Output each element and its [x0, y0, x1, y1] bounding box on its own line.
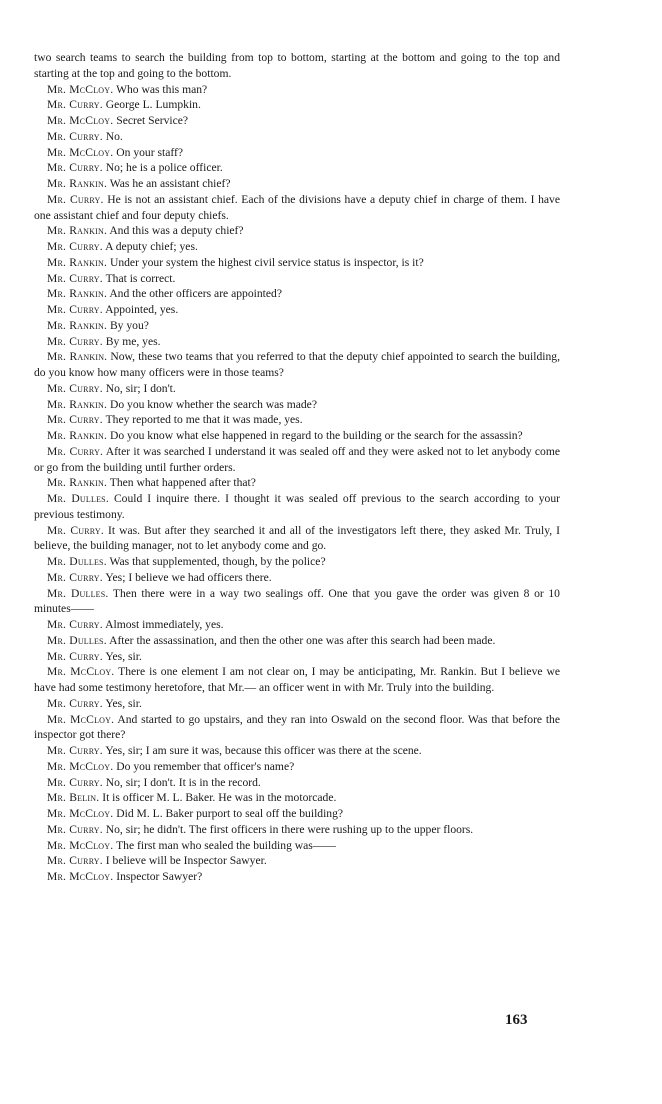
transcript-paragraph — [34, 822, 560, 838]
testimony-text: I believe will be Inspector Sawyer. — [105, 854, 267, 868]
transcript-paragraph — [34, 223, 560, 239]
transcript-paragraph — [34, 145, 560, 161]
testimony-text: No, sir; I don't. It is in the record. — [105, 775, 261, 789]
testimony-text: No, sir; I don't. — [105, 381, 176, 395]
testimony-text: He is not an assistant chief. Each of the divisions have a deputy chief in charge of them. I have one assistant chief and four deputy chiefs. — [34, 192, 561, 222]
page-number: 163 — [505, 1012, 528, 1028]
transcript-paragraph — [34, 617, 560, 633]
speaker-name: Mr. Rankin. — [47, 287, 108, 301]
speaker-name: Mr. McCloy. — [47, 114, 114, 127]
transcript-paragraph — [34, 192, 560, 224]
transcript-paragraph — [34, 318, 560, 334]
testimony-text: Could I inquire there. I thought it was sealed off previous to the search according to your previous testimony. — [34, 492, 560, 521]
speaker-name: Mr. Curry. — [47, 523, 104, 537]
speaker-name: Mr. Curry. — [47, 161, 103, 175]
transcript-paragraph — [34, 853, 560, 869]
testimony-text: Appointed, yes. — [105, 303, 179, 316]
transcript-paragraph — [34, 712, 560, 744]
testimony-text: And the other officers are appointed? — [109, 287, 282, 301]
speaker-name: Mr. Dulles. — [47, 586, 109, 600]
testimony-text: Do you remember that officer's name? — [116, 759, 295, 773]
speaker-name: Mr. Rankin. — [47, 476, 108, 490]
speaker-name: Mr. Curry. — [47, 381, 103, 395]
transcript-paragraph — [34, 160, 560, 176]
transcript-paragraph — [34, 412, 560, 428]
testimony-text: That is correct. — [105, 271, 176, 285]
testimony-text: two search teams to search the building from top to bottom, starting at the bottom and going to the top and starting at the top and going to the bottom. — [34, 51, 560, 80]
transcript-paragraph — [34, 696, 560, 712]
transcript-paragraph — [34, 255, 560, 271]
testimony-text: There is one element I am not clear on, I may be anticipating, Mr. Rankin. But I believe we have had some testimony heretofore, that Mr.— an officer went in with Mr. Truly into the building. — [34, 665, 560, 694]
transcript-paragraph — [34, 82, 560, 98]
testimony-text: Yes; I believe we had officers there. — [105, 570, 272, 584]
testimony-text: Yes, sir; I am sure it was, because this officer was there at the scene. — [105, 744, 422, 757]
speaker-name: Mr. Curry. — [47, 570, 103, 584]
speaker-name: Mr. Rankin. — [47, 429, 108, 442]
testimony-text: Did M. L. Baker purport to seal off the building? — [116, 807, 344, 820]
transcript-paragraph — [34, 775, 560, 791]
transcript-paragraph — [34, 586, 560, 618]
transcript-paragraph — [34, 664, 560, 696]
transcript-paragraph — [34, 428, 560, 444]
speaker-name: Mr. McCloy. — [47, 759, 114, 773]
testimony-text: George L. Lumpkin. — [105, 98, 201, 112]
speaker-name: Mr. Curry. — [47, 240, 103, 253]
testimony-text: No, sir; he didn't. The first officers in there were rushing up to the upper floors. — [105, 822, 474, 836]
testimony-text: Now, these two teams that you referred to that the deputy chief appointed to search the building, do you know how many officers were in those teams? — [34, 350, 560, 379]
testimony-text: Do you know whether the search was made? — [109, 397, 317, 411]
transcript-paragraph — [34, 790, 560, 806]
testimony-text: No; he is a police officer. — [105, 161, 223, 175]
testimony-text: Yes, sir. — [105, 649, 142, 663]
transcript-paragraph — [34, 869, 560, 885]
speaker-name: Mr. McCloy. — [47, 838, 114, 852]
transcript-paragraph — [34, 113, 560, 129]
transcript-paragraph — [34, 302, 560, 318]
speaker-name: Mr. Rankin. — [47, 177, 108, 190]
testimony-text: Then what happened after that? — [109, 476, 256, 490]
transcript-paragraph — [34, 239, 560, 255]
transcript-paragraph — [34, 97, 560, 113]
transcript-paragraph — [34, 129, 560, 145]
testimony-text: It is officer M. L. Baker. He was in the motorcade. — [102, 791, 337, 805]
speaker-name: Mr. Curry. — [47, 271, 103, 285]
speaker-name: Mr. Curry. — [47, 744, 103, 757]
speaker-name: Mr. McCloy. — [47, 82, 114, 96]
speaker-name: Mr. Curry. — [47, 775, 103, 789]
testimony-text: On your staff? — [116, 145, 184, 159]
transcript-paragraph — [34, 271, 560, 287]
speaker-name: Mr. Curry. — [47, 444, 104, 458]
speaker-name: Mr. McCloy. — [47, 870, 114, 883]
testimony-text: No. — [105, 129, 123, 143]
testimony-text: Under your system the highest civil service status is inspector, is it? — [109, 255, 424, 269]
speaker-name: Mr. Rankin. — [47, 350, 108, 364]
transcript-paragraph — [34, 349, 560, 381]
speaker-name: Mr. McCloy. — [47, 712, 115, 726]
speaker-name: Mr. Curry. — [47, 303, 103, 316]
speaker-name: Mr. Dulles. — [47, 633, 107, 647]
transcript-paragraph — [34, 743, 560, 759]
testimony-text: A deputy chief; yes. — [105, 240, 198, 253]
transcript-paragraph — [34, 397, 560, 413]
speaker-name: Mr. Rankin. — [47, 318, 108, 332]
testimony-text: Almost immediately, yes. — [105, 618, 224, 631]
testimony-text: Inspector Sawyer? — [116, 870, 203, 883]
speaker-name: Mr. Curry. — [47, 98, 103, 112]
speaker-name: Mr. Curry. — [47, 854, 103, 868]
testimony-text: The first man who sealed the building was—— — [116, 838, 336, 852]
testimony-text: By you? — [109, 318, 149, 332]
transcript-paragraph — [34, 759, 560, 775]
transcript-paragraph — [34, 838, 560, 854]
transcript-paragraph — [34, 381, 560, 397]
speaker-name: Mr. Curry. — [47, 822, 103, 836]
speaker-name: Mr. Rankin. — [47, 255, 108, 269]
testimony-text: Then there were in a way two sealings off. One that you gave the order was given 8 or 10 minutes—— — [34, 586, 560, 616]
testimony-text: Who was this man? — [116, 82, 208, 96]
testimony-text: It was. But after they searched it and all of the investigators left there, they asked Mr. Truly, I believe, the building manager, not to let anybody come and go. — [34, 523, 561, 553]
testimony-text: After the assassination, and then the other one was after this search had been made. — [109, 633, 496, 647]
transcript-paragraph — [34, 444, 560, 476]
speaker-name: Mr. Curry. — [47, 334, 103, 348]
transcript-paragraph — [34, 286, 560, 302]
testimony-text: Do you know what else happened in regard to the building or the search for the assassin? — [109, 429, 523, 442]
speaker-name: Mr. Rankin. — [47, 397, 108, 411]
testimony-text: Secret Service? — [116, 114, 189, 127]
transcript-paragraph — [34, 806, 560, 822]
transcript-paragraph — [34, 649, 560, 665]
transcript-paragraph — [34, 491, 560, 523]
transcript-paragraph — [34, 633, 560, 649]
speaker-name: Mr. Curry. — [47, 618, 103, 631]
speaker-name: Mr. Curry. — [47, 649, 103, 663]
testimony-text: They reported to me that it was made, yes. — [105, 413, 303, 427]
speaker-name: Mr. McCloy. — [47, 145, 114, 159]
speaker-name: Mr. McCloy. — [47, 665, 115, 679]
testimony-text: After it was searched I understand it was sealed off and they were asked not to let anybody come or go from the building until further orders. — [34, 444, 561, 474]
transcript-paragraph — [34, 176, 560, 192]
transcript-paragraph — [34, 475, 560, 491]
testimony-text: Was he an assistant chief? — [109, 177, 231, 190]
testimony-text: Yes, sir. — [105, 696, 142, 710]
transcript-paragraph — [34, 334, 560, 350]
speaker-name: Mr. Dulles. — [47, 492, 109, 505]
transcript-paragraph — [34, 50, 560, 82]
speaker-name: Mr. Curry. — [47, 413, 103, 427]
speaker-name: Mr. Curry. — [47, 129, 103, 143]
speaker-name: Mr. Rankin. — [47, 224, 108, 238]
transcript-paragraph — [34, 523, 560, 555]
testimony-text: By me, yes. — [105, 334, 161, 348]
transcript-body — [34, 50, 560, 885]
speaker-name: Mr. Curry. — [47, 192, 104, 206]
testimony-text: And this was a deputy chief? — [109, 224, 244, 238]
speaker-name: Mr. Curry. — [47, 696, 103, 710]
speaker-name: Mr. Dulles. — [47, 555, 107, 568]
transcript-paragraph — [34, 570, 560, 586]
testimony-text: Was that supplemented, though, by the police? — [109, 555, 326, 568]
speaker-name: Mr. McCloy. — [47, 807, 114, 820]
testimony-text: And started to go upstairs, and they ran into Oswald on the second floor. Was that before the inspector got there? — [34, 712, 560, 742]
speaker-name: Mr. Belin. — [47, 791, 100, 805]
transcript-paragraph — [34, 554, 560, 570]
